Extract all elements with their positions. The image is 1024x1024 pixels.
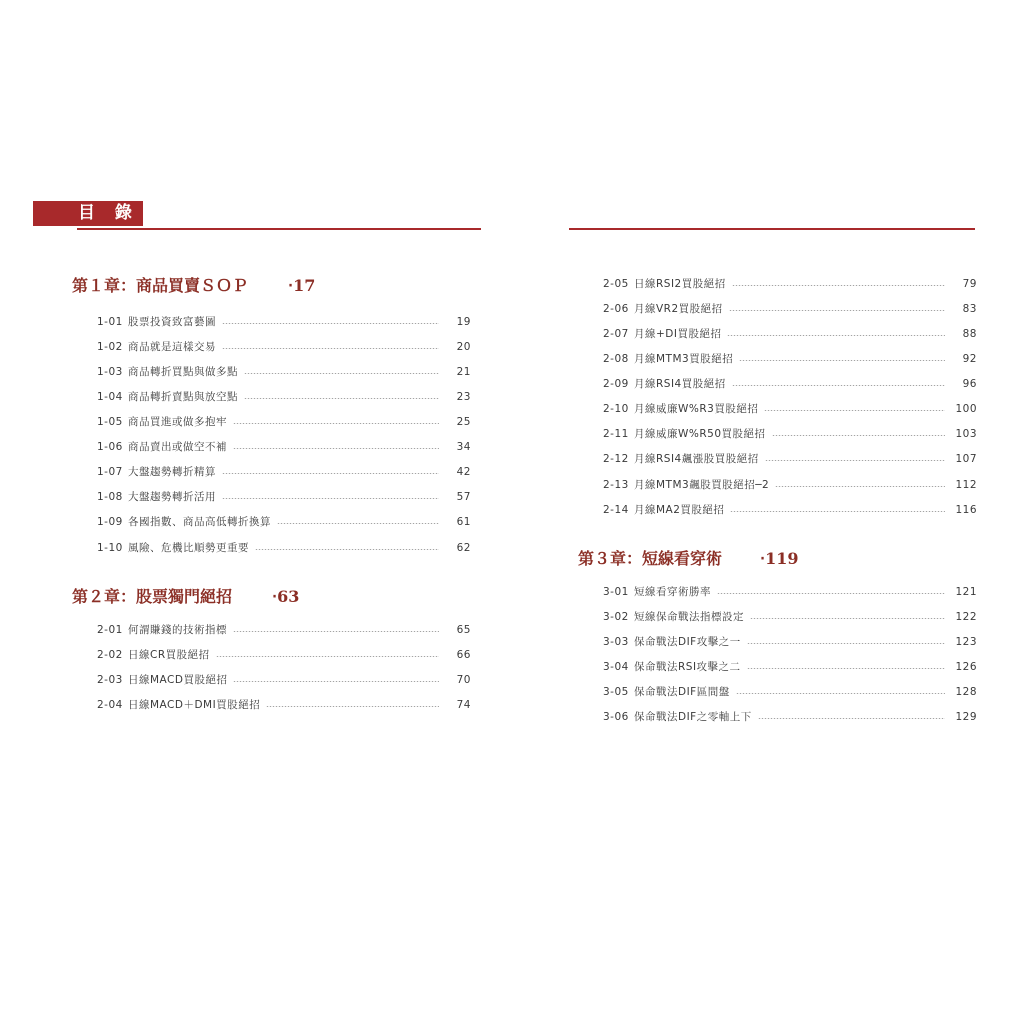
toc-entry-2-09[interactable] bbox=[603, 376, 977, 392]
entry-page: 112 bbox=[955, 479, 977, 491]
entry-number: 3-06 bbox=[603, 711, 629, 723]
toc-banner-label: 目 錄 bbox=[78, 203, 139, 223]
dot-leader bbox=[775, 486, 945, 487]
entry-page: 121 bbox=[955, 586, 977, 598]
dot-leader bbox=[727, 335, 945, 336]
dot-leader bbox=[216, 656, 439, 657]
toc-entry-3-04[interactable] bbox=[603, 659, 977, 675]
entry-title: 月線VR2買股絕招 bbox=[634, 303, 723, 315]
entry-page: 96 bbox=[962, 378, 977, 390]
entry-page: 126 bbox=[955, 661, 977, 673]
dot-leader bbox=[233, 448, 439, 449]
dot-leader bbox=[244, 373, 439, 374]
entry-page: 70 bbox=[456, 674, 471, 686]
dot-leader bbox=[222, 498, 439, 499]
toc-entry-2-07[interactable] bbox=[603, 326, 977, 342]
toc-entry-3-03[interactable] bbox=[603, 634, 977, 650]
dot-leader bbox=[747, 643, 945, 644]
entry-title: 短線看穿術勝率 bbox=[634, 586, 711, 598]
entry-title: 商品轉折賣點與放空點 bbox=[128, 391, 238, 403]
entry-title: 各國指數、商品高低轉折換算 bbox=[128, 516, 271, 528]
entry-number: 1-09 bbox=[97, 516, 123, 528]
entry-page: 23 bbox=[456, 391, 471, 403]
toc-entry-1-02[interactable] bbox=[97, 339, 471, 355]
dot-leader bbox=[736, 693, 945, 694]
entry-title: 商品轉折買點與做多點 bbox=[128, 366, 238, 378]
dot-leader bbox=[717, 593, 945, 594]
entry-number: 1-07 bbox=[97, 466, 123, 478]
entry-title: 月線MA2買股絕招 bbox=[634, 504, 725, 516]
left-header-rule bbox=[77, 228, 481, 230]
chapter-page: ‧63 bbox=[272, 587, 300, 606]
toc-entry-1-03[interactable] bbox=[97, 364, 471, 380]
entry-page: 122 bbox=[955, 611, 977, 623]
toc-entry-2-08[interactable] bbox=[603, 351, 977, 367]
entry-title: 保命戰法DIF區間盤 bbox=[634, 686, 730, 698]
entry-number: 2-08 bbox=[603, 353, 629, 365]
toc-entry-2-13[interactable] bbox=[603, 477, 977, 493]
entry-page: 62 bbox=[456, 542, 471, 554]
entry-title: 商品買進或做多抱牢 bbox=[128, 416, 227, 428]
entry-page: 100 bbox=[955, 403, 977, 415]
entry-number: 3-04 bbox=[603, 661, 629, 673]
dot-leader bbox=[266, 706, 439, 707]
entry-number: 2-05 bbox=[603, 278, 629, 290]
entry-number: 3-01 bbox=[603, 586, 629, 598]
entry-number: 1-05 bbox=[97, 416, 123, 428]
chapter-1-heading[interactable] bbox=[72, 274, 332, 298]
dot-leader bbox=[772, 435, 945, 436]
entry-title: 月線+DI買股絕招 bbox=[634, 328, 722, 340]
entry-page: 21 bbox=[456, 366, 471, 378]
dot-leader bbox=[244, 398, 439, 399]
toc-entry-1-09[interactable] bbox=[97, 514, 471, 530]
right-header-rule bbox=[569, 228, 975, 230]
toc-entry-2-04[interactable] bbox=[97, 697, 471, 713]
entry-number: 2-12 bbox=[603, 453, 629, 465]
dot-leader bbox=[732, 385, 945, 386]
dot-leader bbox=[747, 668, 945, 669]
entry-number: 3-05 bbox=[603, 686, 629, 698]
toc-entry-2-03[interactable] bbox=[97, 672, 471, 688]
entry-title: 日線MACD＋DMI買股絕招 bbox=[128, 699, 261, 711]
toc-entry-2-10[interactable] bbox=[603, 401, 977, 417]
dot-leader bbox=[233, 631, 439, 632]
chapter-2-heading[interactable] bbox=[72, 585, 332, 609]
entry-title: 月線RSI4買股絕招 bbox=[634, 378, 726, 390]
entry-title: 風險、危機比順勢更重要 bbox=[128, 542, 249, 554]
entry-title: 保命戰法RSI攻擊之二 bbox=[634, 661, 741, 673]
entry-title: 保命戰法DIF之零軸上下 bbox=[634, 711, 752, 723]
toc-entry-2-05[interactable] bbox=[603, 276, 977, 292]
entry-title: 大盤趨勢轉折精算 bbox=[128, 466, 216, 478]
entry-title: 大盤趨勢轉折活用 bbox=[128, 491, 216, 503]
entry-number: 1-08 bbox=[97, 491, 123, 503]
entry-page: 129 bbox=[955, 711, 977, 723]
entry-number: 2-11 bbox=[603, 428, 629, 440]
entry-number: 1-02 bbox=[97, 341, 123, 353]
toc-entry-1-10[interactable] bbox=[97, 540, 471, 556]
entry-page: 66 bbox=[456, 649, 471, 661]
entry-title: 日線CR買股絕招 bbox=[128, 649, 210, 661]
toc-entry-1-06[interactable] bbox=[97, 439, 471, 455]
toc-entry-3-02[interactable] bbox=[603, 609, 977, 625]
chapter-page: ‧119 bbox=[760, 549, 799, 568]
toc-entry-1-08[interactable] bbox=[97, 489, 471, 505]
dot-leader bbox=[233, 681, 439, 682]
entry-page: 92 bbox=[962, 353, 977, 365]
dot-leader bbox=[764, 410, 945, 411]
toc-entry-2-14[interactable] bbox=[603, 502, 977, 518]
chapter-title: 第２章：股票獨門絕招 bbox=[72, 587, 233, 606]
toc-entry-1-05[interactable] bbox=[97, 414, 471, 430]
toc-entry-2-12[interactable] bbox=[603, 451, 977, 467]
toc-banner bbox=[33, 201, 143, 226]
entry-number: 1-01 bbox=[97, 316, 123, 328]
toc-entry-1-07[interactable] bbox=[97, 464, 471, 480]
entry-number: 3-03 bbox=[603, 636, 629, 648]
entry-number: 1-03 bbox=[97, 366, 123, 378]
dot-leader bbox=[758, 718, 945, 719]
entry-title: 商品賣出或做空不補 bbox=[128, 441, 227, 453]
entry-page: 103 bbox=[955, 428, 977, 440]
entry-title: 短線保命戰法指標設定 bbox=[634, 611, 744, 623]
toc-entry-3-01[interactable] bbox=[603, 584, 977, 600]
toc-entry-2-02[interactable] bbox=[97, 647, 471, 663]
dot-leader bbox=[765, 460, 945, 461]
entry-page: 19 bbox=[456, 316, 471, 328]
toc-entry-2-06[interactable] bbox=[603, 301, 977, 317]
chapter-3-heading[interactable] bbox=[578, 547, 838, 571]
entry-page: 123 bbox=[955, 636, 977, 648]
toc-entry-2-01[interactable] bbox=[97, 622, 471, 638]
entry-number: 1-04 bbox=[97, 391, 123, 403]
entry-number: 2-10 bbox=[603, 403, 629, 415]
entry-number: 2-04 bbox=[97, 699, 123, 711]
entry-page: 34 bbox=[456, 441, 471, 453]
entry-page: 79 bbox=[962, 278, 977, 290]
entry-title: 月線威廉W%R3買股絕招 bbox=[634, 403, 759, 415]
entry-title: 月線威廉W%R50買股絕招 bbox=[634, 428, 766, 440]
dot-leader bbox=[233, 423, 439, 424]
entry-page: 107 bbox=[955, 453, 977, 465]
entry-page: 65 bbox=[456, 624, 471, 636]
entry-number: 2-09 bbox=[603, 378, 629, 390]
toc-entry-3-06[interactable] bbox=[603, 709, 977, 725]
entry-title: 保命戰法DIF攻擊之一 bbox=[634, 636, 741, 648]
entry-page: 61 bbox=[456, 516, 471, 528]
dot-leader bbox=[730, 511, 945, 512]
dot-leader bbox=[222, 323, 439, 324]
chapter-page: ‧17 bbox=[288, 276, 316, 295]
entry-page: 88 bbox=[962, 328, 977, 340]
entry-page: 83 bbox=[962, 303, 977, 315]
entry-page: 128 bbox=[955, 686, 977, 698]
entry-number: 1-06 bbox=[97, 441, 123, 453]
toc-entry-3-05[interactable] bbox=[603, 684, 977, 700]
entry-number: 2-07 bbox=[603, 328, 629, 340]
entry-title: 股票投資致富藝圖 bbox=[128, 316, 216, 328]
entry-title: 商品就是這樣交易 bbox=[128, 341, 216, 353]
chapter-title: 第１章：商品買賣ＳＯＰ bbox=[72, 276, 249, 295]
toc-entry-1-04[interactable] bbox=[97, 389, 471, 405]
entry-number: 2-03 bbox=[97, 674, 123, 686]
entry-number: 2-13 bbox=[603, 479, 629, 491]
entry-page: 57 bbox=[456, 491, 471, 503]
entry-page: 116 bbox=[955, 504, 977, 516]
entry-title: 月線MTM3買股絕招 bbox=[634, 353, 734, 365]
entry-title: 日線MACD買股絕招 bbox=[128, 674, 228, 686]
entry-title: 日線RSI2買股絕招 bbox=[634, 278, 726, 290]
entry-title: 月線MTM3飆股買股絕招─2 bbox=[634, 479, 770, 491]
entry-page: 20 bbox=[456, 341, 471, 353]
chapter-title: 第３章：短線看穿術 bbox=[578, 549, 723, 568]
dot-leader bbox=[222, 473, 439, 474]
entry-number: 3-02 bbox=[603, 611, 629, 623]
entry-number: 2-14 bbox=[603, 504, 629, 516]
entry-number: 2-01 bbox=[97, 624, 123, 636]
dot-leader bbox=[750, 618, 945, 619]
dot-leader bbox=[729, 310, 945, 311]
entry-page: 42 bbox=[456, 466, 471, 478]
entry-title: 月線RSI4飆漲股買股絕招 bbox=[634, 453, 759, 465]
entry-number: 2-06 bbox=[603, 303, 629, 315]
toc-entry-2-11[interactable] bbox=[603, 426, 977, 442]
dot-leader bbox=[732, 285, 945, 286]
entry-title: 何謂賺錢的技術指標 bbox=[128, 624, 227, 636]
entry-number: 2-02 bbox=[97, 649, 123, 661]
dot-leader bbox=[255, 549, 439, 550]
entry-page: 25 bbox=[456, 416, 471, 428]
dot-leader bbox=[222, 348, 439, 349]
toc-entry-1-01[interactable] bbox=[97, 314, 471, 330]
entry-page: 74 bbox=[456, 699, 471, 711]
dot-leader bbox=[277, 523, 439, 524]
entry-number: 1-10 bbox=[97, 542, 123, 554]
dot-leader bbox=[739, 360, 945, 361]
